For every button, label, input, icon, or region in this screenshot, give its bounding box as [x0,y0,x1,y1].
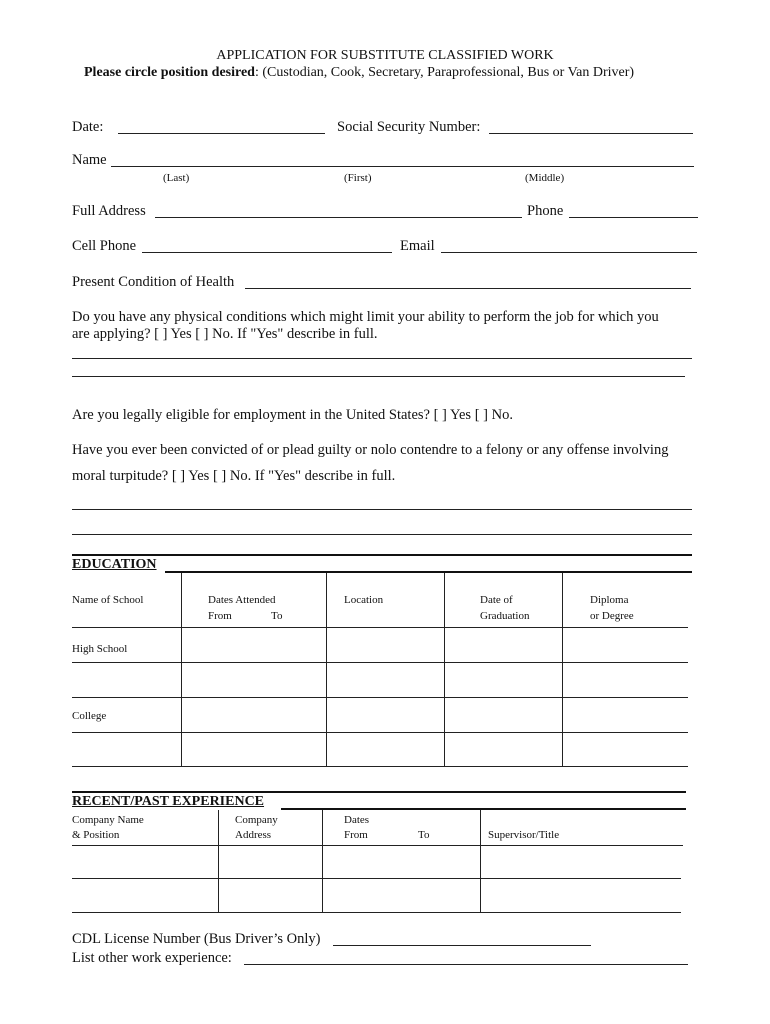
exp-row-line-1[interactable] [72,878,681,879]
physical-answer-line-2[interactable] [72,376,685,377]
exp-divider-1 [218,810,219,913]
email-label: Email [400,238,435,254]
exp-col-company: Company Name [72,814,144,826]
education-heading-rule [165,571,692,573]
edu-divider-2 [326,573,327,766]
education-heading: EDUCATION [72,557,157,572]
other-experience-label: List other work experience: [72,950,232,966]
first-name-hint: (First) [344,172,372,184]
edu-row-line-2[interactable] [72,697,688,698]
conviction-question-line1: Have you ever been convicted of or plead guilty or nolo contendre to a felony or any offense involving [72,442,669,458]
name-field[interactable] [111,166,694,167]
edu-col-from: From [208,610,232,622]
cell-phone-label: Cell Phone [72,238,137,254]
position-options: : (Custodian, Cook, Secretary, Paraprofessional, Bus or Van Driver) [254,65,635,80]
edu-divider-3 [444,573,445,766]
edu-col-to: To [271,610,283,622]
phone-field[interactable] [569,217,698,218]
phone-label: Phone [527,203,564,219]
health-field[interactable] [245,288,691,289]
date-field[interactable] [118,133,325,134]
address-field[interactable] [155,217,522,218]
conviction-answer-line-1[interactable] [72,509,692,510]
physical-question-line2: are applying? [ ] Yes [ ] No. If "Yes" describe in full. [72,326,378,342]
edu-row-line-3[interactable] [72,732,688,733]
edu-divider-4 [562,573,563,766]
experience-top-rule [72,791,686,793]
last-name-hint: (Last) [163,172,190,184]
edu-row-high-school: High School [72,643,128,655]
exp-col-from: From [344,829,368,841]
edu-col-date-of: Date of [480,594,513,606]
edu-col-graduation: Graduation [480,610,530,622]
circle-position-label: Please circle position desired [84,65,255,80]
exp-col-to: To [418,829,430,841]
conviction-question-line2: moral turpitude? [ ] Yes [ ] No. If "Yes" describe in full. [72,468,396,484]
form-title: APPLICATION FOR SUBSTITUTE CLASSIFIED WORK [216,48,554,63]
exp-col-dates: Dates [344,814,370,826]
name-label: Name [72,152,107,168]
physical-question-line1: Do you have any physical conditions which might limit your ability to perform the job for which you [72,309,659,325]
physical-answer-line-1[interactable] [72,358,692,359]
experience-heading: RECENT/PAST EXPERIENCE [72,794,265,809]
experience-heading-rule [281,808,686,810]
edu-col-degree: or Degree [590,610,634,622]
exp-col-position: & Position [72,829,120,841]
ssn-label: Social Security Number: [337,119,481,135]
cell-phone-field[interactable] [142,252,392,253]
edu-col-dates: Dates Attended [208,594,276,606]
cdl-label: CDL License Number (Bus Driver’s Only) [72,931,321,947]
middle-name-hint: (Middle) [525,172,565,184]
edu-col-diploma: Diploma [590,594,629,606]
edu-row-line-1[interactable] [72,662,688,663]
edu-col-school: Name of School [72,594,144,606]
other-experience-field[interactable] [244,964,688,965]
conviction-answer-line-2[interactable] [72,534,692,535]
cdl-field[interactable] [333,945,591,946]
exp-divider-2 [322,810,323,913]
exp-row-line-2[interactable] [72,912,681,913]
exp-col-company-2: Company [235,814,278,826]
ssn-field[interactable] [489,133,693,134]
education-top-rule [72,554,692,556]
exp-col-address: Address [235,829,272,841]
address-label: Full Address [72,203,146,219]
email-field[interactable] [441,252,697,253]
exp-header-rule [72,845,683,846]
edu-row-line-4[interactable] [72,766,688,767]
eligibility-question: Are you legally eligible for employment in the United States? [ ] Yes [ ] No. [72,407,513,423]
edu-divider-1 [181,573,182,766]
exp-divider-3 [480,810,481,913]
edu-row-college: College [72,710,107,722]
date-label: Date: [72,119,104,135]
health-label: Present Condition of Health [72,274,235,290]
edu-col-location: Location [344,594,384,606]
exp-col-supervisor: Supervisor/Title [488,829,560,841]
position-instructions [84,65,634,81]
edu-header-rule [72,627,688,628]
